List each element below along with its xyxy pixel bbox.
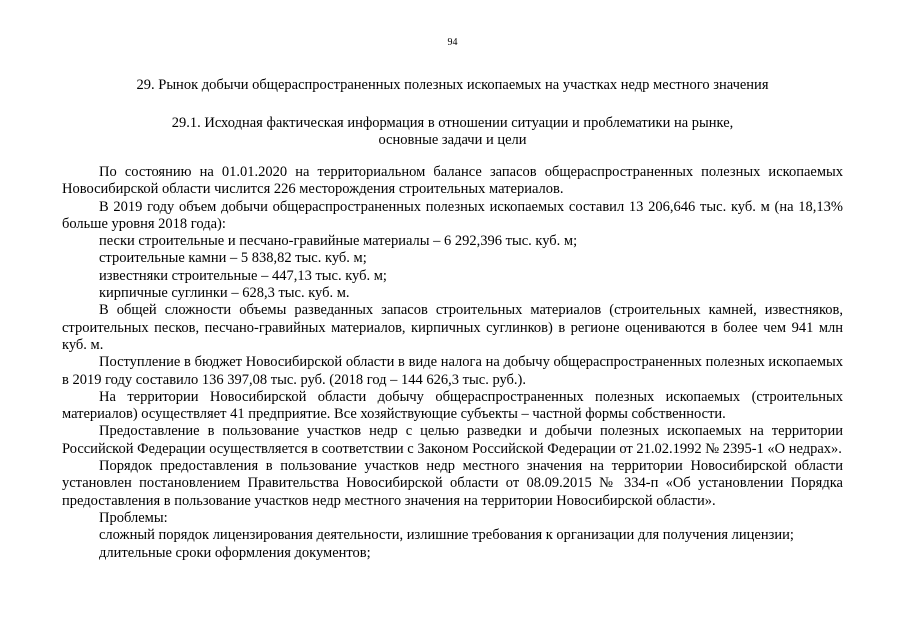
list-item-sand: пески строительные и песчано-гравийные материалы – 6 292,396 тыс. куб. м; (99, 233, 578, 250)
paragraph-enterprises: На территории Новосибирской области добычу общераспространенных полезных ископаемых (строительных материалов) осуществляет 41 предприятие. Все хозяйствующие субъекты – частной формы собственности. (62, 388, 843, 423)
problems-heading: Проблемы: (99, 509, 168, 526)
problem-item-documents: длительные сроки оформления документов; (99, 544, 371, 561)
page-number: 94 (447, 37, 458, 48)
document-body (62, 164, 843, 562)
list-item-loam: кирпичные суглинки – 628,3 тыс. куб. м. (99, 285, 350, 302)
subsection-title-line1: 29.1. Исходная фактическая информация в отношении ситуации и проблематики на рынке, (171, 115, 734, 131)
paragraph-law: Предоставление в пользование участков недр с целью разведки и добычи полезных ископаемых на территории Российской Федерации осуществляется в соответствии с Законом Российской Федерации от 21.02.1992 № 2395-1 «О недрах». (62, 423, 843, 457)
list-item-limestone: известняки строительные – 447,13 тыс. куб. м; (99, 267, 387, 284)
subsection-title (0, 115, 905, 149)
subsection-title-line2: основные задачи и цели (378, 132, 527, 148)
paragraph-production-volume: В 2019 году объем добычи общераспространенных полезных ископаемых составил 13 206,646 тыс. куб. м (на 18,13% больше уровня 2018 года): (62, 198, 843, 232)
paragraph-balance: По состоянию на 01.01.2020 на территориальном балансе запасов общераспространенных полезных ископаемых Новосибирской области числится 226 месторождения строительных материалов. (62, 164, 843, 198)
section-title: 29. Рынок добычи общераспространенных полезных ископаемых на участках недр местного значения (136, 77, 769, 93)
paragraph-procedure: Порядок предоставления в пользование участков недр местного значения на территории Новосибирской области установлен постановлением Правительства Новосибирской области от 08.09.2015 № 334-п «Об установлении Порядка предоставления в пользование участков недр местного значения на территории Новосибирской области». (62, 458, 843, 509)
paragraph-budget: Поступление в бюджет Новосибирской области в виде налога на добычу общераспространенных полезных ископаемых в 2019 году составило 136 397,08 тыс. руб. (2018 год – 144 626,3 тыс. руб.). (62, 354, 843, 388)
paragraph-reserves: В общей сложности объемы разведанных запасов строительных материалов (строительных камней, известняков, строительных песков, песчано-гравийных материалов, кирпичных суглинков) в регионе оцениваются в более чем 941 млн куб. м. (62, 302, 843, 353)
list-item-stone: строительные камни – 5 838,82 тыс. куб. м; (99, 250, 367, 267)
problem-item-licensing: сложный порядок лицензирования деятельности, излишние требования к организации для получения лицензии; (99, 527, 794, 544)
